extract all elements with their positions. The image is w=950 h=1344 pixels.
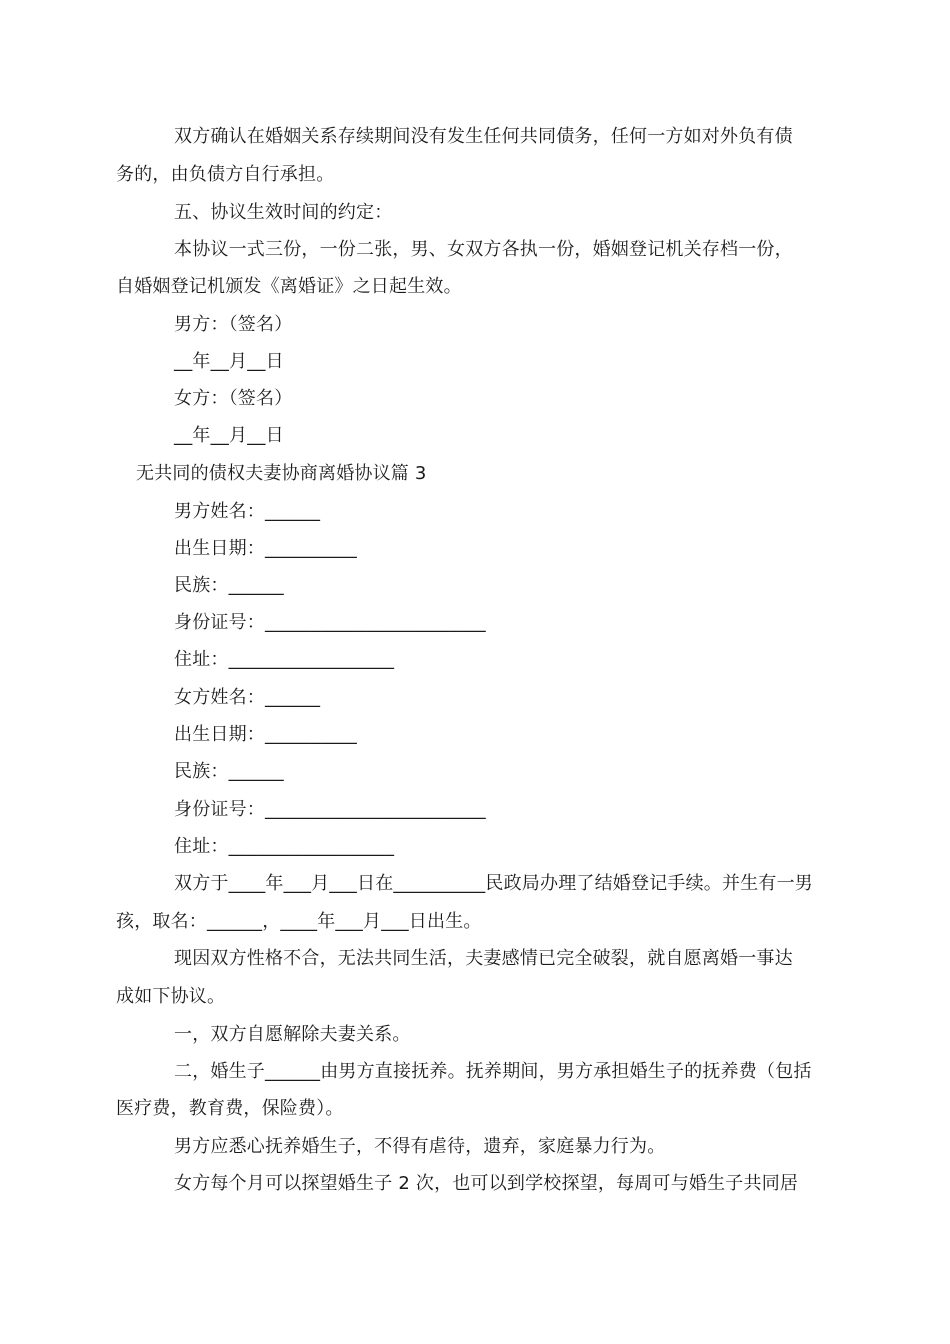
field-female-name: 女方姓名：______ <box>174 687 321 708</box>
clause-one: 一，双方自愿解除夫妻关系。 <box>174 1024 411 1045</box>
article-title: 无共同的债权夫妻协商离婚协议篇 3 <box>136 463 427 484</box>
paragraph-debt-line-1: 双方确认在婚姻关系存续期间没有发生任何共同债务，任何一方如对外负有债 <box>174 126 793 147</box>
signature-male: 男方：（签名） <box>174 314 293 335</box>
paragraph-visitation-line-1: 女方每个月可以探望婚生子 2 次，也可以到学校探望，每周可与婚生子共同居 <box>174 1173 799 1194</box>
paragraph-marriage-line-1: 双方于____年___月___日在__________民政局办理了结婚登记手续。并生有一男 <box>174 873 813 894</box>
field-female-birthdate: 出生日期：__________ <box>174 724 357 745</box>
paragraph-debt-line-2: 务的，由负债方自行承担。 <box>116 164 335 185</box>
field-female-id-number: 身份证号：________________________ <box>174 799 486 820</box>
paragraph-marriage-line-2: 孩，取名：______，____年___月___日出生。 <box>116 911 482 932</box>
paragraph-reason-line-2: 成如下协议。 <box>116 986 226 1007</box>
field-female-ethnicity: 民族：______ <box>174 761 284 782</box>
paragraph-copies-line-2: 自婚姻登记机颁发《离婚证》之日起生效。 <box>116 276 462 297</box>
paragraph-reason-line-1: 现因双方性格不合，无法共同生活，夫妻感情已完全破裂，就自愿离婚一事达 <box>174 948 793 969</box>
paragraph-copies-line-1: 本协议一式三份，一份二张，男、女双方各执一份，婚姻登记机关存档一份， <box>174 239 793 260</box>
field-male-ethnicity: 民族：______ <box>174 575 284 596</box>
field-male-id-number: 身份证号：________________________ <box>174 612 486 633</box>
clause-two-line-2: 医疗费，教育费，保险费）。 <box>116 1098 344 1119</box>
date-line-female: __年__月__日 <box>174 425 284 446</box>
paragraph-care-duty: 男方应悉心抚养婚生子，不得有虐待，遗弃，家庭暴力行为。 <box>174 1136 666 1157</box>
field-female-address: 住址：__________________ <box>174 836 395 857</box>
section-heading-effective-time: 五、协议生效时间的约定： <box>174 202 393 223</box>
field-male-address: 住址：__________________ <box>174 649 395 670</box>
clause-two-line-1: 二，婚生子______由男方直接抚养。抚养期间，男方承担婚生子的抚养费（包括 <box>174 1061 812 1082</box>
date-line-male: __年__月__日 <box>174 351 284 372</box>
field-male-birthdate: 出生日期：__________ <box>174 538 357 559</box>
field-male-name: 男方姓名：______ <box>174 501 321 522</box>
signature-female: 女方：（签名） <box>174 388 293 409</box>
